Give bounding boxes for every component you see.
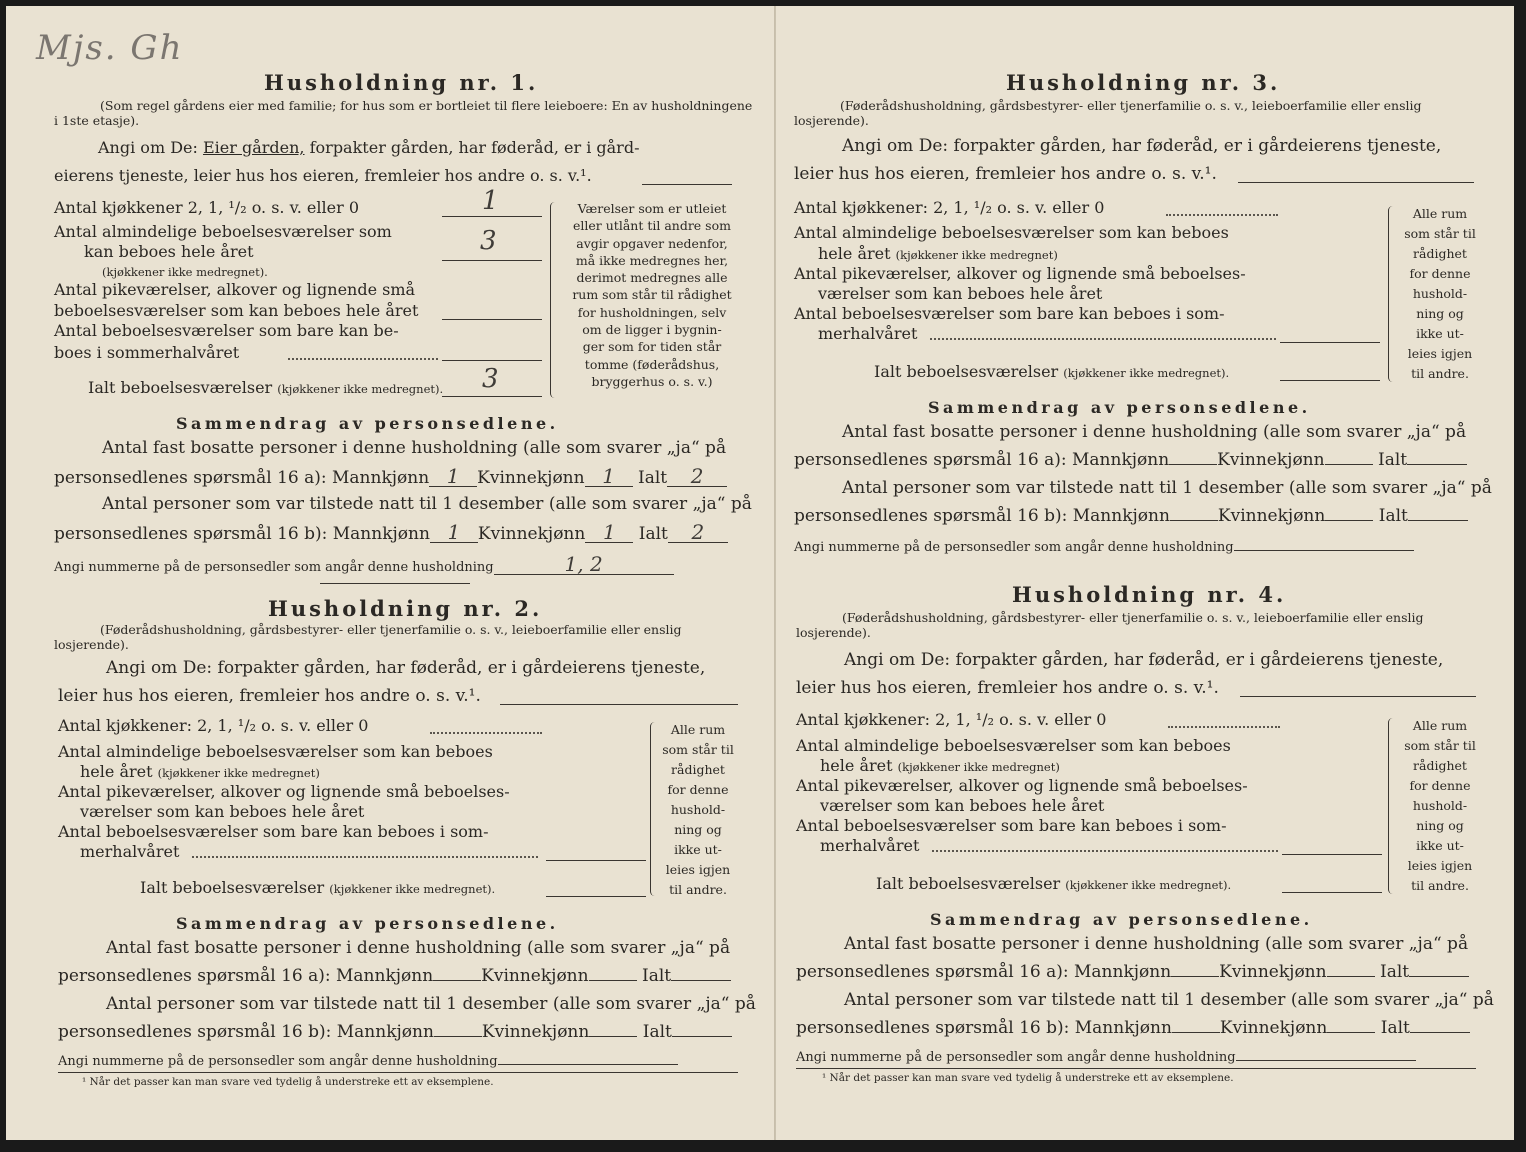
side-note-other: Alle rum som står til rådighet for denne hushold- ning og ikke ut- leies igjen til andre. [1404, 206, 1476, 381]
fast-line-b: personsedlenes spørsmål 16 a): Mannkjønn Kvinnekjønn Ialt [58, 966, 731, 986]
sommer-field[interactable] [1282, 854, 1382, 855]
sommer-label-a: Antal beboelsesværelser som bare kan beboes i som- [796, 816, 1227, 835]
dot-leader [1168, 726, 1280, 728]
fast-ialt-field[interactable] [671, 980, 731, 981]
fast-ialt-field[interactable] [1409, 976, 1469, 977]
fast-mann-field[interactable] [1171, 976, 1219, 977]
til-kvinne-field[interactable] [589, 1036, 637, 1037]
sommer-label-a: Antal beboelsesværelser som bare kan beboes i som- [58, 822, 489, 841]
handwritten-signature: Mjs. Gh [36, 28, 184, 68]
alm-label-a: Antal almindelige beboelsesværelser som [54, 222, 392, 241]
nummerne-line: Angi nummerne på de personsedler som angår denne husholdning 1, 2 [54, 554, 674, 578]
pike-label-a: Antal pikeværelser, alkover og lignende små beboelses- [58, 782, 510, 801]
tilstede-line-a: Antal personer som var tilstede natt til 1 desember (alle som svarer „ja“ på [106, 994, 756, 1014]
til-ialt-field[interactable] [672, 1036, 732, 1037]
ialt-value: 3 [482, 364, 499, 394]
household-4-title: Husholdning nr. 4. [1012, 582, 1287, 607]
kjokkener-label: Antal kjøkkener: 2, 1, ¹/₂ o. s. v. eller 0 [58, 716, 369, 735]
angi-other-2: leier hus hos eieren, fremleier hos andre o. s. v.¹. [58, 686, 481, 706]
angi-fill-line [642, 184, 732, 185]
alm-value: 3 [480, 226, 497, 256]
sammendrag-title: Sammendrag av personsedlene. [176, 414, 559, 433]
angi-other-1: Angi om De: forpakter gården, har føderåd, er i gårdeierens tjeneste, [842, 136, 1442, 156]
ialt-label: Ialt beboelsesværelser (kjøkkener ikke medregnet). [876, 874, 1232, 893]
tilstede-line-b: personsedlenes spørsmål 16 b): Mannkjønn Kvinnekjønn Ialt [58, 1022, 732, 1042]
dot-leader [932, 850, 1278, 852]
dot-leader [430, 732, 542, 734]
fast-mann-field[interactable] [433, 980, 481, 981]
pike-label-b: værelser som kan beboes hele året [820, 796, 1105, 815]
dot-leader [930, 338, 1276, 340]
alm-label-c: (kjøkkener ikke medregnet). [102, 265, 268, 279]
fast-kvinne-field[interactable] [1325, 464, 1373, 465]
footnote-rule [796, 1068, 1476, 1069]
fast-line-a: Antal fast bosatte personer i denne husholdning (alle som svarer „ja“ på [102, 438, 727, 458]
sommer-label-b: boes i sommerhalvåret [54, 343, 240, 362]
pike-label-a: Antal pikeværelser, alkover og lignende små beboelses- [794, 264, 1246, 283]
tilstede-line-b: personsedlenes spørsmål 16 b): Mannkjønn Kvinnekjønn Ialt [794, 506, 1468, 526]
angi-fill-line[interactable] [500, 704, 738, 705]
brace [550, 202, 559, 398]
nummerne-field[interactable] [498, 1064, 678, 1065]
side-note-other: Alle rum som står til rådighet for denne hushold- ning og ikke ut- leies igjen til andre. [1404, 718, 1476, 893]
sammendrag-title: Sammendrag av personsedlene. [176, 914, 559, 933]
fast-mann-field[interactable] [1169, 464, 1217, 465]
left-page [6, 6, 768, 1140]
household-3-note: (Føderådshusholdning, gårdsbestyrer- eller tjenerfamilie o. s. v., leieboerfamilie eller enslig losjerende). [794, 98, 1422, 128]
alm-field[interactable] [442, 260, 542, 261]
dot-leader [1166, 214, 1278, 216]
sammendrag-title: Sammendrag av personsedlene. [928, 398, 1311, 417]
footnote: ¹ Når det passer kan man svare ved tydelig å understreke ett av eksemplene. [822, 1072, 1234, 1084]
pike-label-b: værelser som kan beboes hele året [80, 802, 365, 821]
household-2-title: Husholdning nr. 2. [268, 596, 543, 621]
pike-label-a: Antal pikeværelser, alkover og lignende små [54, 280, 416, 299]
tilstede-line-a: Antal personer som var tilstede natt til 1 desember (alle som svarer „ja“ på [102, 494, 752, 514]
right-page [778, 6, 1514, 1140]
alm-label-a: Antal almindelige beboelsesværelser som kan beboes [796, 736, 1231, 755]
fast-line-b: personsedlenes spørsmål 16 a): Mannkjønn 1 Kvinnekjønn 1 Ialt 2 [54, 466, 727, 488]
kjokkener-value: 1 [482, 186, 499, 216]
nummerne-field[interactable] [1236, 1060, 1416, 1061]
alm-label-a: Antal almindelige beboelsesværelser som kan beboes [794, 223, 1229, 242]
dot-leader [192, 856, 538, 858]
tilstede-line-b: personsedlenes spørsmål 16 b): Mannkjønn Kvinnekjønn Ialt [796, 1018, 1470, 1038]
pike-field[interactable] [442, 319, 542, 320]
fast-line-b: personsedlenes spørsmål 16 a): Mannkjønn Kvinnekjønn Ialt [796, 962, 1469, 982]
angi-fill-line[interactable] [1238, 182, 1474, 183]
angi-other-2: leier hus hos eieren, fremleier hos andre o. s. v.¹. [794, 164, 1217, 184]
footnote-rule [58, 1072, 738, 1073]
alm-label-b: hele året (kjøkkener ikke medregnet) [820, 756, 1060, 775]
alm-label-b: hele året (kjøkkener ikke medregnet) [80, 762, 320, 781]
angi-line-1: Angi om De: Eier gården, forpakter gården, har føderåd, er i gård- [98, 138, 640, 157]
ialt-label: Ialt beboelsesværelser (kjøkkener ikke medregnet). [88, 378, 444, 397]
side-note-first: Værelser som er utleiet eller utlånt til andre som avgir opgaver nedenfor, må ikke medregnes her, derimot medregnes alle rum som står til rådighet for husholdningen, selv om de ligger i bygnin- ger som for tiden står tomme (føderådshus, bryggerhus o. s. v.) [572, 201, 732, 389]
household-1-title: Husholdning nr. 1. [264, 70, 539, 95]
dot-leader [288, 358, 438, 360]
household-3-title: Husholdning nr. 3. [1006, 70, 1281, 95]
sammendrag-title: Sammendrag av personsedlene. [930, 910, 1313, 929]
angi-fill-line[interactable] [1240, 696, 1476, 697]
fast-kvinne-field[interactable] [1327, 976, 1375, 977]
nummerne-field[interactable] [1234, 550, 1414, 551]
ialt-field[interactable] [442, 396, 542, 397]
fast-line-b: personsedlenes spørsmål 16 a): Mannkjønn Kvinnekjønn Ialt [794, 450, 1467, 470]
fast-ialt-field[interactable] [1407, 464, 1467, 465]
ialt-field[interactable] [546, 896, 646, 897]
kjokkener-label: Antal kjøkkener: 2, 1, ¹/₂ o. s. v. eller 0 [794, 198, 1105, 217]
nummerne-line: Angi nummerne på de personsedler som angår denne husholdning [794, 538, 1414, 558]
sommer-label-b: merhalvåret [818, 324, 918, 343]
pike-label-a: Antal pikeværelser, alkover og lignende små beboelses- [796, 776, 1248, 795]
til-mann-field[interactable] [1170, 520, 1218, 521]
household-2-note: (Føderådshusholdning, gårdsbestyrer- eller tjenerfamilie o. s. v., leieboerfamilie eller enslig losjerende). [54, 622, 682, 652]
sommer-label-a: Antal beboelsesværelser som bare kan beboes i som- [794, 304, 1225, 323]
ialt-label: Ialt beboelsesværelser (kjøkkener ikke medregnet). [874, 362, 1230, 381]
til-mann-field[interactable] [1172, 1032, 1220, 1033]
fast-kvinne-field[interactable] [589, 980, 637, 981]
fast-line-a: Antal fast bosatte personer i denne husholdning (alle som svarer „ja“ på [106, 938, 731, 958]
ialt-label: Ialt beboelsesværelser (kjøkkener ikke medregnet). [140, 878, 496, 897]
tilstede-line-a: Antal personer som var tilstede natt til 1 desember (alle som svarer „ja“ på [842, 478, 1492, 498]
sommer-field[interactable] [1280, 342, 1380, 343]
angi-line-2: eierens tjeneste, leier hus hos eieren, fremleier hos andre o. s. v.¹. [54, 166, 592, 185]
tilstede-line-b: personsedlenes spørsmål 16 b): Mannkjønn 1 Kvinnekjønn 1 Ialt 2 [54, 522, 728, 544]
nummerne-line: Angi nummerne på de personsedler som angår denne husholdning [58, 1052, 678, 1072]
til-mann-field[interactable] [434, 1036, 482, 1037]
nummerne-line: Angi nummerne på de personsedler som angår denne husholdning [796, 1048, 1416, 1068]
household-4-note: (Føderådshusholdning, gårdsbestyrer- eller tjenerfamilie o. s. v., leieboerfamilie eller enslig losjerende). [796, 610, 1424, 640]
alm-label-a: Antal almindelige beboelsesværelser som kan beboes [58, 742, 493, 761]
pike-label-b: værelser som kan beboes hele året [818, 284, 1103, 303]
til-kvinne-field[interactable] [1327, 1032, 1375, 1033]
angi-other-1: Angi om De: forpakter gården, har føderåd, er i gårdeierens tjeneste, [844, 650, 1444, 670]
side-note-other: Alle rum som står til rådighet for denne hushold- ning og ikke ut- leies igjen til andre. [662, 722, 734, 897]
ialt-field[interactable] [1280, 380, 1380, 381]
ialt-field[interactable] [1282, 892, 1382, 893]
alm-label-b: hele året (kjøkkener ikke medregnet) [818, 244, 1058, 263]
angi-other-2: leier hus hos eieren, fremleier hos andre o. s. v.¹. [796, 678, 1219, 698]
fast-line-a: Antal fast bosatte personer i denne husholdning (alle som svarer „ja“ på [844, 934, 1469, 954]
sommer-label-b: merhalvåret [820, 836, 920, 855]
fast-line-a: Antal fast bosatte personer i denne husholdning (alle som svarer „ja“ på [842, 422, 1467, 442]
page-fold [774, 6, 776, 1140]
sommer-label-b: merhalvåret [80, 842, 180, 861]
eier-underlined: Eier gården, [202, 138, 305, 157]
til-ialt-field[interactable] [1410, 1032, 1470, 1033]
tilstede-line-a: Antal personer som var tilstede natt til 1 desember (alle som svarer „ja“ på [844, 990, 1494, 1010]
household-1-note: (Som regel gårdens eier med familie; for hus som er bortleiet til flere leieboere: En av husholdningene i 1ste etasje). [54, 98, 753, 128]
section-divider [320, 583, 470, 584]
census-form-sheet [6, 6, 1514, 1140]
til-kvinne-field[interactable] [1325, 520, 1373, 521]
sommer-field[interactable] [546, 860, 646, 861]
kjokkener-label: Antal kjøkkener: 2, 1, ¹/₂ o. s. v. eller 0 [796, 710, 1107, 729]
til-ialt-field[interactable] [1408, 520, 1468, 521]
kjokkener-field[interactable] [442, 216, 542, 217]
angi-other-1: Angi om De: forpakter gården, har føderåd, er i gårdeierens tjeneste, [106, 658, 706, 678]
alm-label-b: kan beboes hele året [84, 242, 254, 261]
sommer-label-a: Antal beboelsesværelser som bare kan be- [54, 321, 399, 340]
footnote: ¹ Når det passer kan man svare ved tydelig å understreke ett av eksemplene. [82, 1076, 494, 1088]
sommer-field[interactable] [442, 360, 542, 361]
kjokkener-label: Antal kjøkkener 2, 1, ¹/₂ o. s. v. eller 0 [54, 198, 359, 217]
pike-label-b: beboelsesværelser som kan beboes hele året [54, 301, 419, 320]
